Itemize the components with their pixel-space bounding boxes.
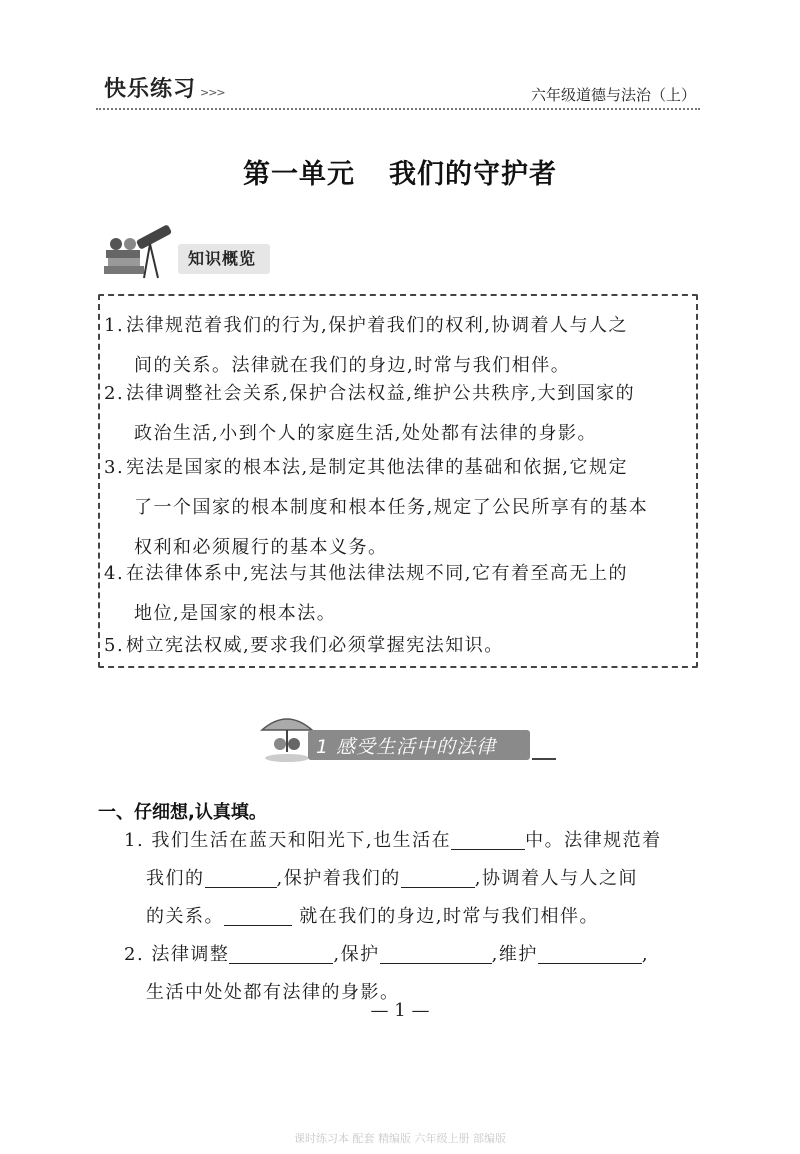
lesson-title-underline	[532, 758, 556, 760]
question-1-line-2: 我们的 ,保护着我们的 ,协调着人与人之间	[146, 860, 638, 898]
overview-label: 知识概览	[178, 244, 270, 274]
answer-blank[interactable]	[451, 827, 525, 850]
knowledge-item-3: 3. 宪法是国家的根本法,是制定其他法律的基础和依据,它规定 了一个国家的根本制度和根本任务,规定了公民所享有的基本 权利和必须履行的基本义务。	[104, 457, 649, 558]
question-2-line-2: 生活中处处都有法律的身影。	[146, 982, 400, 1003]
header-divider	[96, 108, 700, 110]
page-number: — 1 —	[370, 1000, 430, 1021]
knowledge-item-5: 5. 树立宪法权威,要求我们必须掌握宪法知识。	[104, 635, 504, 656]
lesson-title: 1 感受生活中的法律	[316, 736, 497, 758]
answer-blank[interactable]	[205, 865, 277, 888]
question-1-line-1: 1. 我们生活在蓝天和阳光下,也生活在 中。法律规范着	[124, 822, 662, 860]
footer-watermark: 课时练习本 配套 精编版 六年级上册 部编版	[294, 1132, 506, 1145]
knowledge-item-4: 4. 在法律体系中,宪法与其他法律法规不同,它有着至高无上的 地位,是国家的根本法。	[104, 563, 628, 624]
knowledge-item-1: 1. 法律规范着我们的行为,保护着我们的权利,协调着人与人之 间的关系。法律就在我们的身边,时常与我们相伴。	[104, 315, 628, 376]
question-1-line-3: 的关系。 就在我们的身边,时常与我们相伴。	[146, 898, 599, 936]
header-book-title: 六年级道德与法治（上）	[530, 86, 696, 104]
knowledge-item-2: 2. 法律调整社会关系,保护合法权益,维护公共秩序,大到国家的 政治生活,小到个人的家庭生活,处处都有法律的身影。	[104, 383, 636, 444]
answer-blank[interactable]	[224, 903, 292, 926]
unit-title	[0, 152, 800, 191]
exercise-heading: 一、仔细想,认真填。	[98, 802, 267, 823]
answer-blank[interactable]	[401, 865, 475, 888]
header-brand: 快乐练习	[104, 77, 197, 102]
unit-number: 第一单元	[243, 159, 355, 190]
header-arrows: >>>	[200, 86, 225, 99]
answer-blank[interactable]	[538, 941, 642, 964]
answer-blank[interactable]	[380, 941, 492, 964]
telescope-icon	[100, 222, 180, 282]
unit-name: 我们的守护者	[389, 159, 557, 190]
answer-blank[interactable]	[229, 941, 333, 964]
question-2-line-1: 2. 法律调整 ,保护 ,维护 ,	[124, 936, 649, 974]
